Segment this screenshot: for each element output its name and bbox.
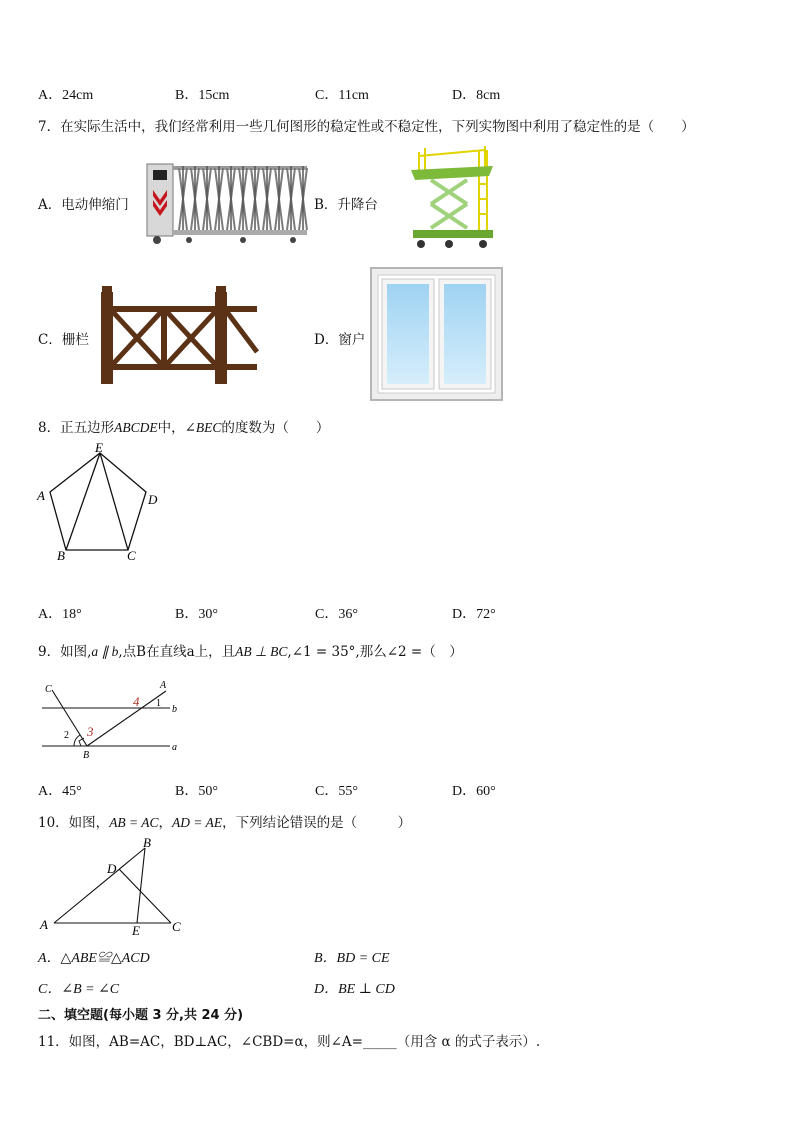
label-a: A xyxy=(40,917,48,932)
q8-option-b: B．30° xyxy=(175,607,218,622)
q7-stem: 7．在实际生活中，我们经常利用一些几何图形的稳定性或不稳定性，下列实物图中利用了稳定性的是（ ） xyxy=(38,119,695,135)
q10-stem-sep: ， xyxy=(158,815,173,831)
label-angle-2: 2 xyxy=(64,730,69,741)
q7-option-d: D．窗户 xyxy=(314,332,366,348)
q9-option-a: A．45° xyxy=(38,784,82,799)
q7-option-c: C．栅栏 xyxy=(38,332,89,348)
q6-option-a: A．24cm xyxy=(38,88,94,103)
q8-stem xyxy=(38,416,329,436)
q10-stem-suffix: ，下列结论错误的是（ ） xyxy=(222,815,412,831)
triangle-figure xyxy=(36,836,188,936)
retractable-gate-image xyxy=(143,160,311,246)
q8-stem-prefix: 8．正五边形 xyxy=(38,420,115,436)
q7-option-b: B．升降台 xyxy=(314,197,378,213)
section-2-title: 二、填空题(每小题 3 分,共 24 分) xyxy=(38,1008,244,1023)
q8-option-d: D．72° xyxy=(452,607,496,622)
q9-option-b: B．50° xyxy=(175,784,218,799)
q9-stem-mid: ,点B在直线a上，且 xyxy=(118,644,236,660)
label-angle-1: 1 xyxy=(156,698,161,709)
q8-option-a: A．18° xyxy=(38,607,82,622)
q6-option-b: B．15cm xyxy=(175,88,230,103)
label-line-b: b xyxy=(172,704,177,715)
q9-stem-prefix: 9．如图, xyxy=(38,644,92,660)
pentagon-label-c: C xyxy=(127,548,136,563)
q9-option-d: D．60° xyxy=(452,784,496,799)
label-c: C xyxy=(172,919,181,934)
pentagon-label-d: D xyxy=(148,492,158,507)
q6-option-c: C．11cm xyxy=(315,88,369,103)
q11-stem: 11．如图，AB=AC，BD⊥AC，∠CBD=α，则∠A=_____（用含 α 的式子表示）. xyxy=(38,1034,541,1050)
q10-option-b: B．BD = CE xyxy=(314,951,390,966)
q8-option-c: C．36° xyxy=(315,607,358,622)
q10-stem-eq2: AD = AE xyxy=(172,815,223,830)
q10-option-a: A．△ABE≌△ACD xyxy=(38,951,150,966)
q10-stem-prefix: 10．如图， xyxy=(38,815,110,831)
pentagon-label-a: A xyxy=(37,488,45,503)
label-b: B xyxy=(143,836,151,850)
q10-stem xyxy=(38,811,411,831)
q9-stem-lines: a ∥ b xyxy=(91,644,119,659)
pentagon-figure xyxy=(32,440,172,564)
lifting-platform-image xyxy=(405,144,495,252)
label-angle-4: 4 xyxy=(133,694,140,709)
q9-option-c: C．55° xyxy=(315,784,358,799)
q8-stem-mid: 中，∠ xyxy=(157,420,196,436)
q8-stem-suffix: 的度数为（ ） xyxy=(221,420,330,436)
pentagon-label-e: E xyxy=(95,440,103,455)
q7-option-a: A．电动伸缩门 xyxy=(38,197,129,213)
label-c: C xyxy=(45,684,52,695)
q10-option-d: D．BE ⊥ CD xyxy=(314,982,395,997)
q8-stem-shape: ABCDE xyxy=(114,420,158,435)
wooden-fence-image xyxy=(99,284,259,384)
label-e: E xyxy=(132,923,140,936)
label-angle-3: 3 xyxy=(87,724,94,739)
q10-stem-eq1: AB = AC xyxy=(109,815,159,830)
label-b: B xyxy=(83,750,90,761)
q8-stem-angle: BEC xyxy=(195,420,222,435)
q9-stem-perp: AB ⊥ BC xyxy=(235,644,288,659)
q9-stem-suffix: ,∠1 = 35°,那么∠2 =（ ） xyxy=(287,644,463,660)
label-d: D xyxy=(107,861,117,876)
pentagon-label-b: B xyxy=(57,548,65,563)
window-image xyxy=(370,267,503,401)
q10-option-c: C．∠B = ∠C xyxy=(38,982,120,997)
parallel-lines-figure xyxy=(36,676,186,764)
label-a: A xyxy=(160,680,167,691)
label-line-a: a xyxy=(172,742,177,753)
q6-option-d: D．8cm xyxy=(452,88,501,103)
q9-stem xyxy=(38,640,463,660)
